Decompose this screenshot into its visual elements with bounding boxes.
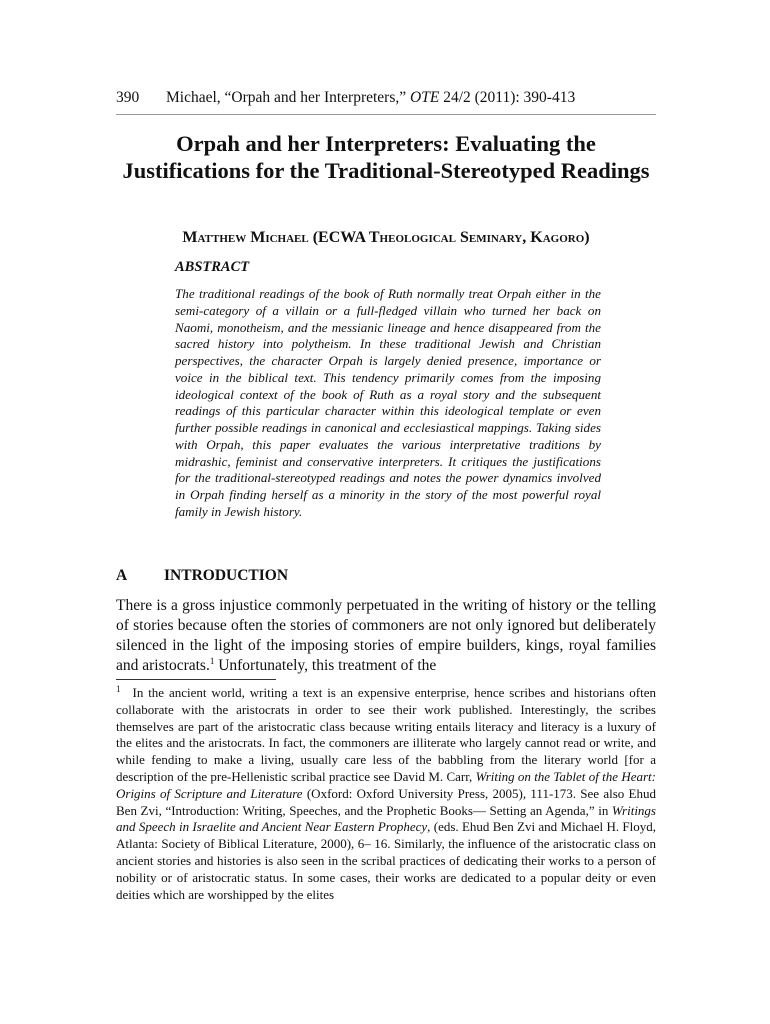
section-letter: A xyxy=(116,567,128,584)
footnote-text-2: (Oxford: Oxford University Press, 2005), 111-173. See also Ehud Ben Zvi, “Introduction: Writing, Speeches, and the Prophetic Books— Setting an Agenda,” in xyxy=(116,785,656,818)
header-divider xyxy=(116,114,656,115)
journal-abbreviation: OTE xyxy=(410,89,440,106)
body-paragraph xyxy=(116,596,656,676)
footnote xyxy=(116,685,656,903)
abstract-heading: ABSTRACT xyxy=(175,259,250,275)
footnote-text-1: In the ancient world, writing a text is an expensive enterprise, hence scribes and historians often collaborate with the aristocrats in order to see their work published. Interestingly, the scribes themselves are part of the aristocratic class because writing entails literacy and literacy is a luxury of the elites and the aristocrats. In fact, the commoners are illiterate who largely cannot read or write, and while fending to make a living, usually care less of the babbling from the literary world [for a description of the pre-Hellenistic scribal practice see David M. Carr, xyxy=(116,685,656,784)
footnote-number: 1 xyxy=(116,683,121,694)
paragraph-text: There is a gross injustice commonly perpetuated in the writing of history or the telling of stories because often the stories of commoners are not only ignored but deliberately silenced in the light of the imposing stories of empire builders, kings, royal families and aristocrats. xyxy=(116,597,656,674)
page-number: 390 xyxy=(116,89,140,106)
author-affiliation: Matthew Michael (ECWA Theological Seminary, Kagoro) xyxy=(182,229,590,246)
section-title: INTRODUCTION xyxy=(164,567,289,584)
citation-volume: 24/2 (2011): 390-413 xyxy=(439,89,576,106)
footnote-text-3: , (eds. Ehud Ben Zvi and Michael H. Floyd, Atlanta: Society of Biblical Literature, 2000), 6– 16. Similarly, the influence of the aristocratic class on ancient stories and histories is also seen in the scribal practices of dedicating their works to a person of nobility or of aristocratic status. In some cases, their works are dedicated to a popular deity or even deities which are worshipped by the elites xyxy=(116,819,657,902)
footnote-book-title-2: Writings and Speech in Israelite and Ancient Near Eastern Prophecy xyxy=(116,802,656,835)
footnote-book-title-1: Writing on the Tablet of the Heart: Origins of Scripture and Literature xyxy=(116,768,656,801)
paragraph-continuation: Unfortunately, this treatment of the xyxy=(214,657,437,674)
citation-text: Michael, “Orpah and her Interpreters,” xyxy=(166,89,411,106)
footnote-reference[interactable]: 1 xyxy=(209,655,215,666)
article-title: Orpah and her Interpreters: Evaluating the Justifications for the Traditional-Stereotyped Readings xyxy=(122,131,650,183)
running-header xyxy=(116,88,656,108)
section-heading xyxy=(116,566,288,586)
footnote-divider xyxy=(116,679,276,680)
abstract-text: The traditional readings of the book of Ruth normally treat Orpah either in the semi-category of a villain or a full-fledged villain who turned her back on Naomi, monotheism, and the messianic lineage and hence disappeared from the sacred history into polytheism. In these traditional Jewish and Christian perspectives, the character Orpah is largely denied presence, importance or voice in the biblical text. This tendency primarily comes from the imposing ideological context of the book of Ruth as a royal story and the subsequent readings of this particular character within this ideological template or even further possible readings in canonical and ecclesiastical mappings. Taking sides with Orpah, this paper evaluates the various interpretative traditions by midrashic, feminist and conservative interpreters. It critiques the justifications for the traditional-stereotyped readings and notes the power dynamics involved in Orpah finding herself as a minority in the story of the most powerful royal family in Jewish history. xyxy=(175,286,601,519)
